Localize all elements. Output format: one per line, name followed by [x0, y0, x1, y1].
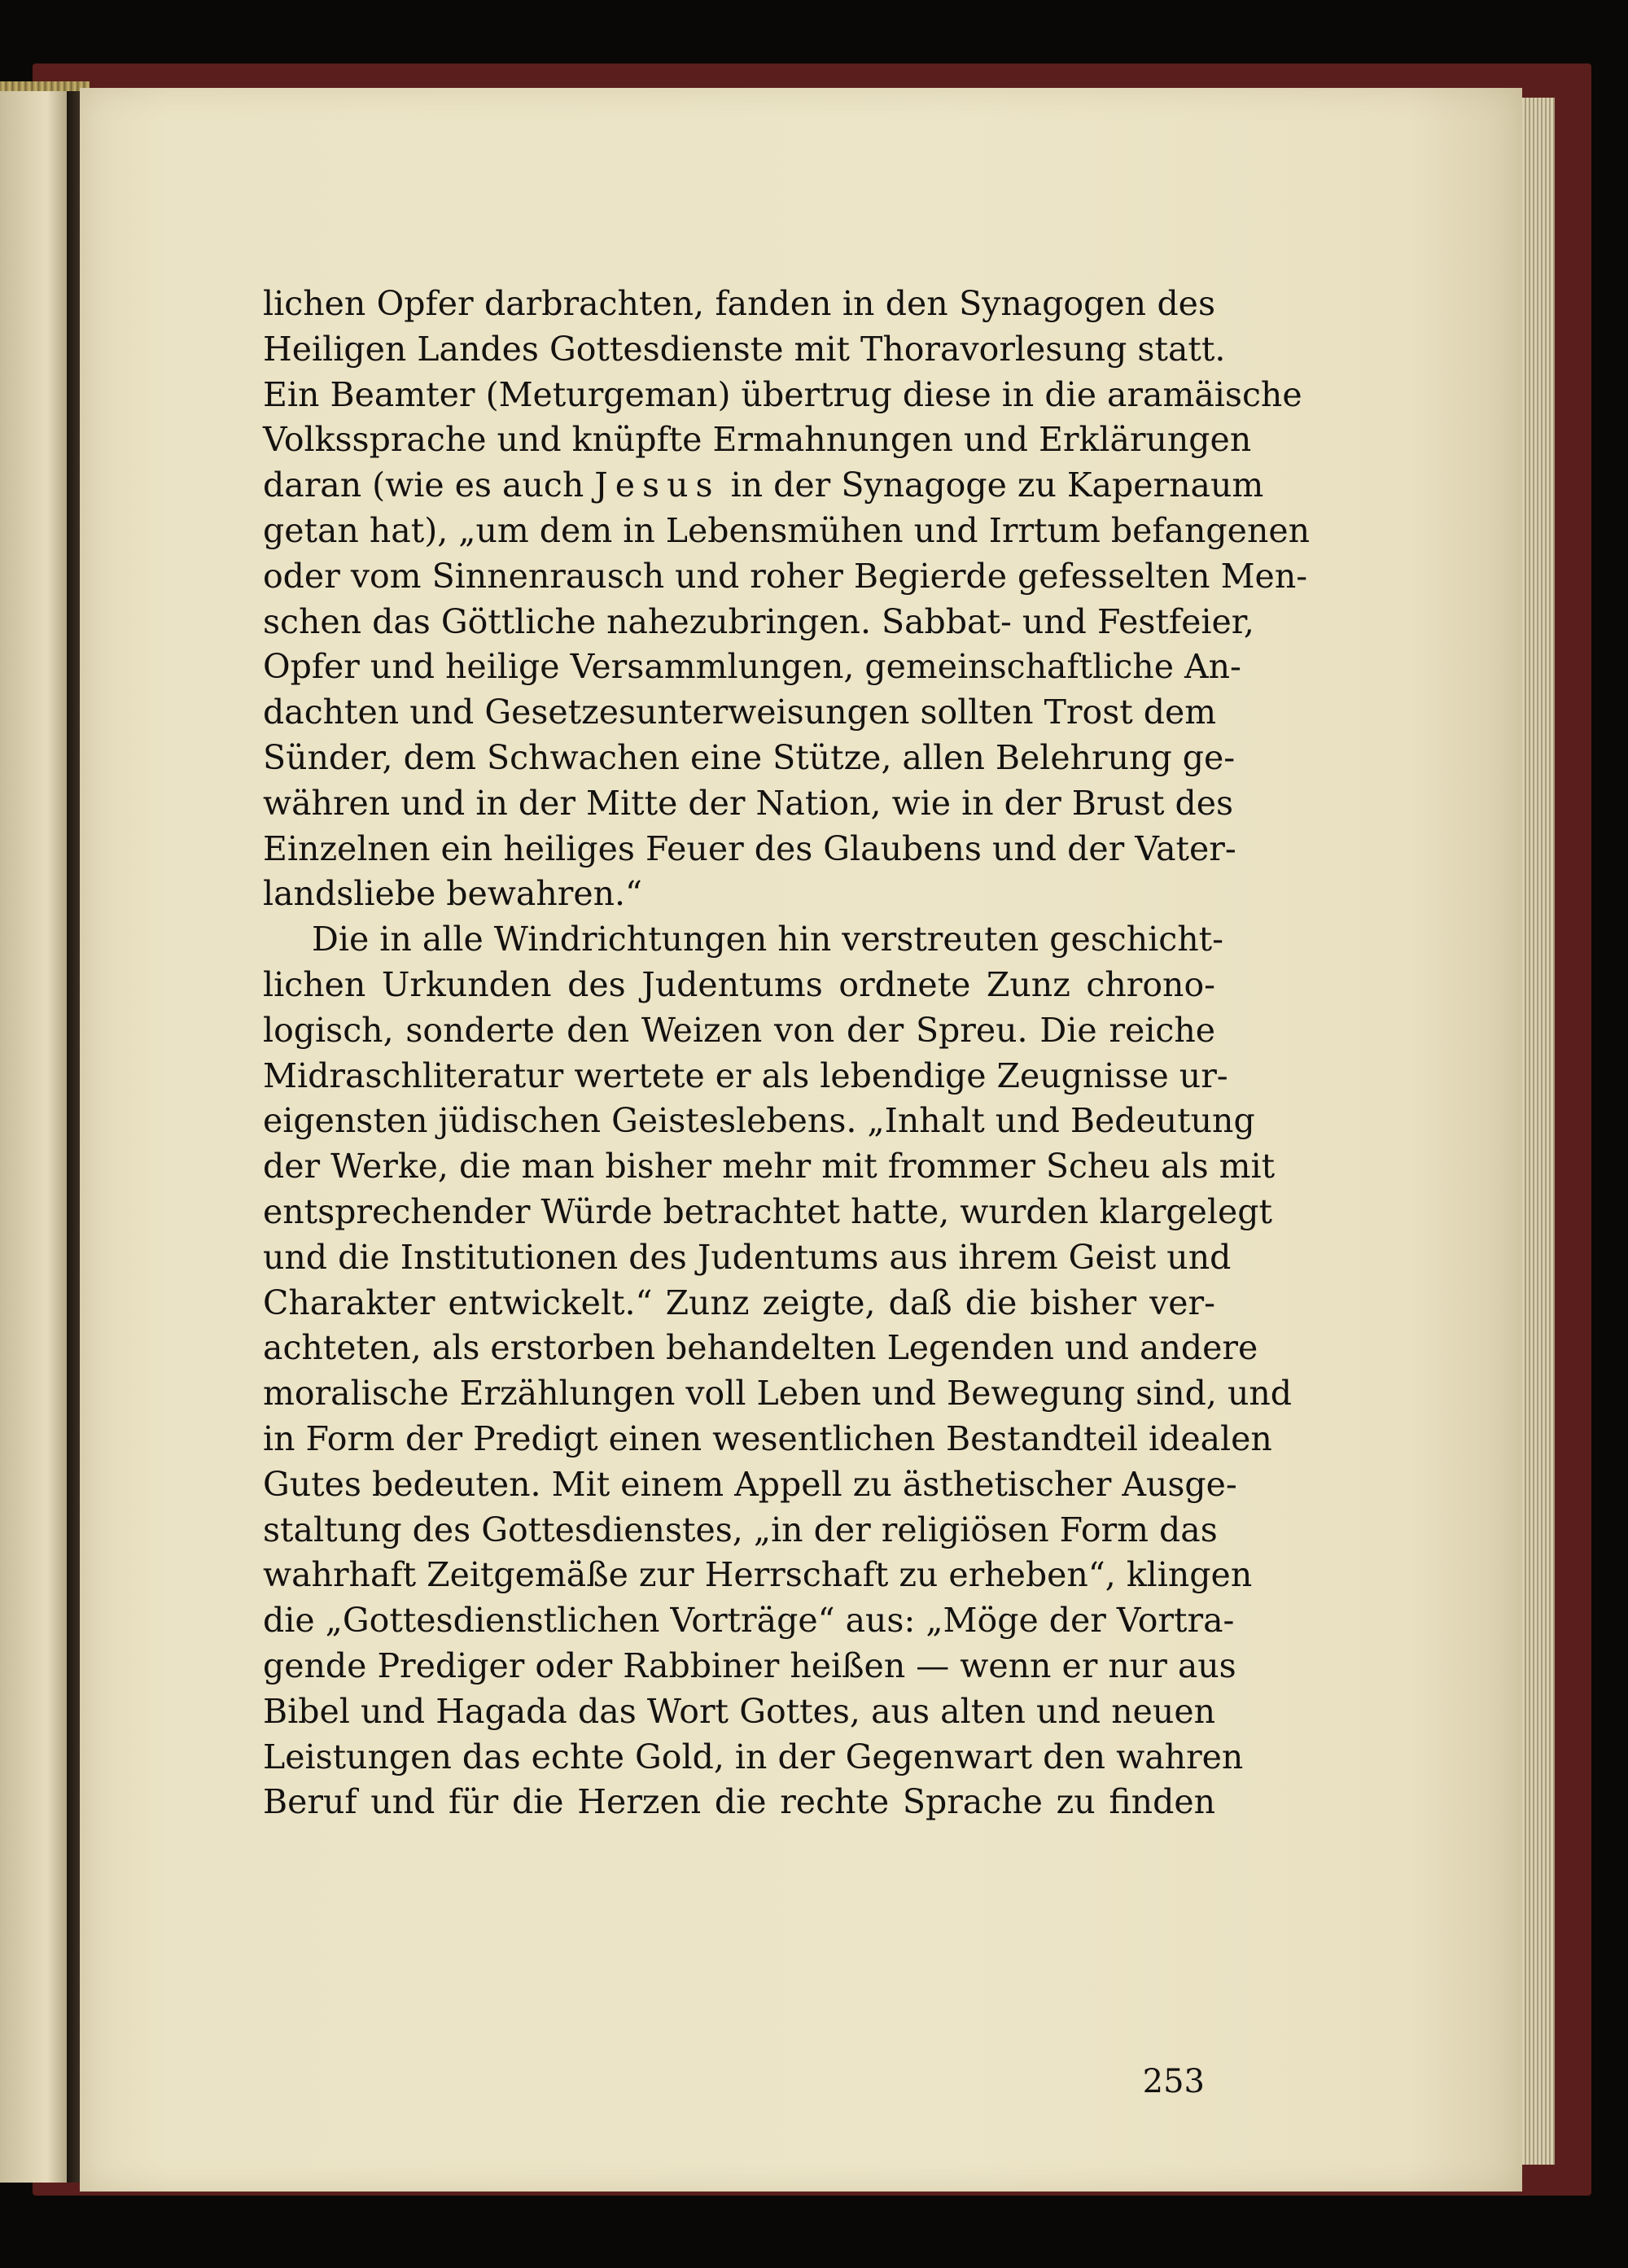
- text-line: dachten und Gesetzesunterweisungen sollten Trost dem: [263, 693, 1217, 732]
- text-line: der Werke, die man bisher mehr mit frommer Scheu als mit: [263, 1147, 1276, 1186]
- text-line: und die Institutionen des Judentums aus ihrem Geist und: [263, 1237, 1232, 1277]
- text-line: Die in alle Windrichtungen hin verstreuten geschicht-: [312, 920, 1223, 959]
- text-line: moralische Erzählungen voll Leben und Bewegung sind, und: [263, 1374, 1293, 1414]
- text-line: Volkssprache und knüpfte Ermahnungen und Erklärungen: [263, 420, 1252, 460]
- text-line: Beruf und für die Herzen die rechte Sprache zu finden: [263, 1782, 1215, 1822]
- text-line: landsliebe bewahren.“: [263, 874, 642, 914]
- text-line: Opfer und heilige Versammlungen, gemeinschaftliche An-: [263, 647, 1241, 687]
- text-line: Gutes bedeuten. Mit einem Appell zu ästhetischer Ausge-: [263, 1464, 1237, 1504]
- page-number: 253: [1142, 2063, 1205, 2100]
- text-line: Einzelnen ein heiliges Feuer des Glaubens und der Vater-: [263, 828, 1236, 868]
- previous-page-strip: [0, 91, 67, 2183]
- text-line: lichen Urkunden des Judentums ordnete Zunz chrono-: [263, 964, 1215, 1004]
- text-line: wahrhaft Zeitgemäße zur Herrschaft zu erheben“, klingen: [263, 1555, 1253, 1595]
- body-text: [263, 282, 1311, 1825]
- text-line: achteten, als erstorben behandelten Legenden und andere: [263, 1328, 1258, 1368]
- text-line: die „Gottesdienstlichen Vorträge“ aus: „Möge der Vortra-: [263, 1601, 1235, 1641]
- text-line: in Form der Predigt einen wesentlichen Bestandteil idealen: [263, 1418, 1272, 1458]
- text-line: Leistungen das echte Gold, in der Gegenwart den wahren: [263, 1737, 1244, 1776]
- text-line: Charakter entwickelt.“ Zunz zeigte, daß die bisher ver-: [263, 1283, 1215, 1322]
- text-line: Heiligen Landes Gottesdienste mit Thoravorlesung statt.: [263, 329, 1226, 369]
- text-segment: daran (wie es auch: [263, 465, 584, 505]
- text-line: schen das Göttliche nahezubringen. Sabbat- und Festfeier,: [263, 601, 1254, 641]
- text-line: logisch, sonderte den Weizen von der Spreu. Die reiche: [263, 1010, 1215, 1050]
- text-line: entsprechender Würde betrachtet hatte, wurden klargelegt: [263, 1191, 1272, 1231]
- text-line: [263, 463, 1264, 509]
- text-line: staltung des Gottesdienstes, „in der religiösen Form das: [263, 1510, 1218, 1549]
- text-line: Midraschliteratur wertete er als lebendige Zeugnisse ur-: [263, 1055, 1228, 1095]
- text-line: lichen Opfer darbrachten, fanden in den Synagogen des: [263, 284, 1215, 323]
- text-line: eigensten jüdischen Geisteslebens. „Inhalt und Bedeutung: [263, 1101, 1255, 1141]
- text-line: währen und in der Mitte der Nation, wie in der Brust des: [263, 783, 1234, 823]
- text-line: gende Prediger oder Rabbiner heißen — wenn er nur aus: [263, 1645, 1236, 1685]
- book-gutter: [67, 91, 80, 2183]
- text-line: Bibel und Hagada das Wort Gottes, aus alten und neuen: [263, 1691, 1215, 1731]
- text-line: Ein Beamter (Meturgeman) übertrug diese in die aramäische: [263, 374, 1302, 414]
- text-line: Sünder, dem Schwachen eine Stütze, allen Belehrung ge-: [263, 737, 1236, 777]
- text-segment: in der Synagoge zu Kapernaum: [730, 465, 1264, 505]
- text-line: getan hat), „um dem in Lebensmühen und Irrtum befangenen: [263, 510, 1311, 550]
- text-line: oder vom Sinnenrausch und roher Begierde gefesselten Men-: [263, 556, 1308, 596]
- emphasized-name: Jesus: [594, 465, 720, 505]
